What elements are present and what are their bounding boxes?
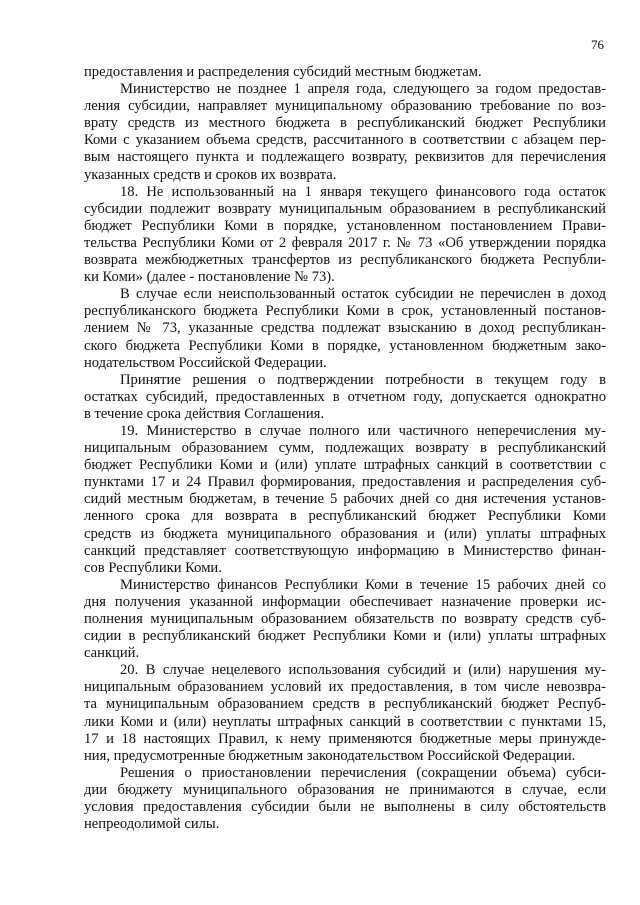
paragraph bbox=[84, 286, 606, 371]
text-line: врату средств из местного бюджета в республиканский бюджет Республики bbox=[84, 115, 606, 132]
text-line: субсидии подлежит возврату муниципальным образованием в республиканский bbox=[84, 200, 606, 217]
text-line: санкций представляет соответствующую информацию в Министерство финан- bbox=[84, 542, 606, 559]
text-line: непреодолимой силы. bbox=[84, 816, 220, 833]
text-line: 18. Не использованный на 1 января текущего финансового года остаток bbox=[120, 183, 606, 200]
text-line: санкций. bbox=[84, 645, 140, 662]
text-line: сидий местным бюджетам, в течение 5 рабочих дней со дня истечения установ- bbox=[84, 491, 606, 508]
text-line: бюджет Республики Коми в порядке, установленном постановлением Прави- bbox=[84, 217, 606, 234]
text-line: та муниципальным образованием средств в республиканский бюджет Респуб- bbox=[84, 696, 606, 713]
text-line: ления субсидии, направляет муниципальному образованию требование по воз- bbox=[84, 98, 606, 115]
text-line: условия предоставления субсидии были не выполнены в силу обстоятельств bbox=[84, 799, 606, 816]
paragraph bbox=[84, 423, 606, 577]
text-line: полнения муниципальным образованием обязательств по возврату средств суб- bbox=[84, 611, 606, 627]
text-line: дня получения указанной информации обеспечивает назначение проверки ис- bbox=[84, 593, 606, 610]
text-line: Решения о приостановлении перечисления (сокращении объема) субси- bbox=[120, 764, 606, 781]
text-line: сидии в республиканский бюджет Республики Коми и (или) уплаты штрафных bbox=[84, 628, 606, 645]
text-line: Принятие решения о подтверждении потребности в текущем году в bbox=[120, 371, 606, 388]
text-line: Министерство финансов Республики Коми в течение 15 рабочих дней со bbox=[120, 576, 606, 593]
paragraph bbox=[84, 184, 606, 287]
text-line: 17 и 18 настоящих Правил, к нему применяются бюджетные меры принужде- bbox=[84, 730, 606, 747]
text-line: нодательством Российской Федерации. bbox=[84, 354, 327, 371]
text-line: ленного срока для возврата в республиканский бюджет Республики Коми bbox=[84, 508, 606, 525]
text-line: ниципальным образованием сумм, подлежащих возврату в республиканский bbox=[84, 440, 606, 457]
text-line: В случае если неиспользованный остаток субсидии не перечислен в доход bbox=[120, 286, 606, 303]
text-line: Коми с указанием объема средств, рассчитанного в соответствии с абзацем пер- bbox=[84, 132, 606, 149]
text-line: сов Республики Коми. bbox=[84, 559, 222, 576]
text-line: пунктами 17 и 24 Правил формирования, предоставления и распределения суб- bbox=[84, 474, 606, 491]
paragraph bbox=[84, 662, 606, 765]
text-line: предоставления и распределения субсидий местным бюджетам. bbox=[84, 64, 482, 80]
text-line: ния, предусмотренные бюджетным законодательством Российской Федерации. bbox=[84, 747, 576, 764]
text-line: 19. Министерство в случае полного или частичного неперечисления му- bbox=[120, 422, 606, 439]
text-line: указанных средств и сроков их возврата. bbox=[84, 166, 337, 183]
page-number: 76 bbox=[591, 37, 604, 52]
text-line: средств из бюджета муниципального образования и (или) уплаты штрафных bbox=[84, 525, 606, 542]
text-line: остатках субсидий, предоставленных в отчетном году, допускается однократно bbox=[84, 388, 606, 405]
text-line: лением № 73, указанные средства подлежат взысканию в доход республикан- bbox=[84, 320, 606, 337]
text-line: ки Коми» (далее - постановление № 73). bbox=[84, 269, 335, 286]
text-line: лики Коми и (или) неуплаты штрафных санкций в соответствии с пунктами 15, bbox=[84, 713, 606, 730]
text-line: вым настоящего пункта и подлежащего возврату, реквизитов для перечисления bbox=[84, 149, 606, 166]
text-line: 20. В случае нецелевого использования субсидий и (или) нарушения му- bbox=[120, 662, 606, 679]
text-line: Министерство не позднее 1 апреля года, следующего за годом предостав- bbox=[120, 81, 606, 98]
paragraph bbox=[84, 577, 606, 662]
text-line: возврата межбюджетных трансфертов из республиканского бюджета Республи- bbox=[84, 252, 606, 269]
document-body bbox=[84, 64, 606, 833]
text-line: ского бюджета Республики Коми в порядке, установленном бюджетным зако- bbox=[84, 337, 606, 354]
paragraph bbox=[84, 372, 606, 423]
text-line: тельства Республики Коми от 2 февраля 2017 г. № 73 «Об утверждении порядка bbox=[84, 234, 606, 251]
text-line: в течение срока действия Соглашения. bbox=[84, 405, 325, 422]
paragraph bbox=[84, 64, 606, 81]
text-line: бюджет Республики Коми и (или) уплате штрафных санкций в соответствии с bbox=[84, 457, 606, 474]
text-line: ниципальным образованием условий их предоставления, в том числе невозвра- bbox=[84, 679, 606, 696]
text-line: республиканского бюджета Республики Коми в срок, установленный постанов- bbox=[84, 303, 606, 320]
text-line: дии бюджету муниципального образования не принимаются в случае, если bbox=[84, 781, 606, 798]
paragraph bbox=[84, 765, 606, 833]
paragraph bbox=[84, 81, 606, 184]
